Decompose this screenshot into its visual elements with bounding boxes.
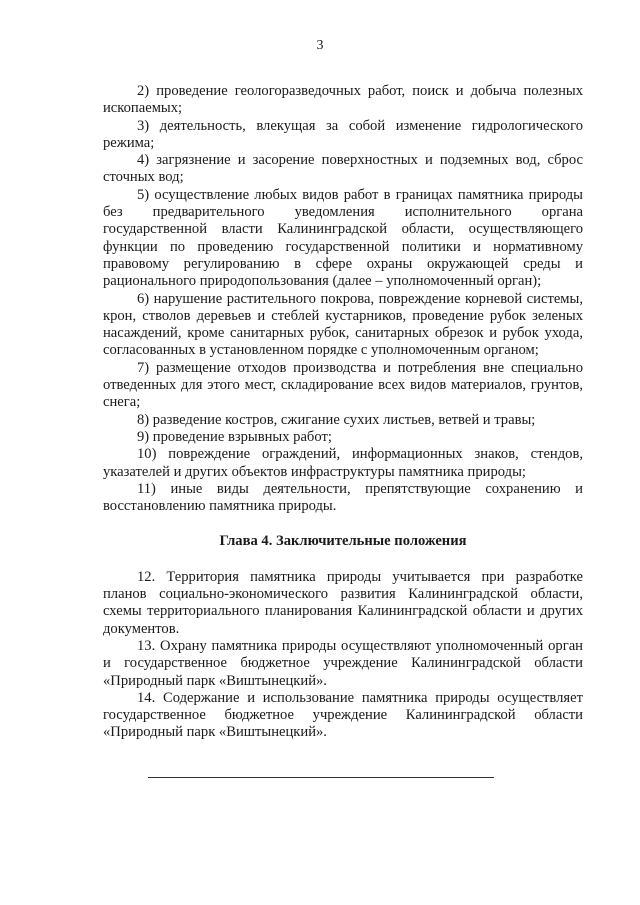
list-item-8: 8) разведение костров, сжигание сухих листьев, ветвей и травы; <box>137 411 536 428</box>
list-item-7: 7) размещение отходов производства и потребления вне специально отведенных для этого мест, складирование всех видов материалов, грунтов, снега; <box>103 359 583 411</box>
list-item-10: 10) повреждение ограждений, информационных знаков, стендов, указателей и других объектов инфраструктуры памятника природы; <box>103 446 583 480</box>
final-item-14: 14. Содержание и использование памятника природы осуществляет государственное бюджетное учреждение Калининградской области «Природный парк «Виштынецкий». <box>103 689 583 741</box>
list-item-4: 4) загрязнение и засорение поверхностных и подземных вод, сброс сточных вод; <box>103 152 583 186</box>
list-item-9: 9) проведение взрывных работ; <box>137 428 332 445</box>
list-item-11: 11) иные виды деятельности, препятствующие сохранению и восстановлению памятника природы. <box>103 480 583 515</box>
list-item-3: 3) деятельность, влекущая за собой изменение гидрологического режима; <box>103 117 583 151</box>
page-number: 3 <box>316 38 324 53</box>
document-body <box>103 83 583 742</box>
list-item-2: 2) проведение геологоразведочных работ, поиск и добыча полезных ископаемых; <box>103 83 583 117</box>
chapter-heading: Глава 4. Заключительные положения <box>219 533 467 550</box>
final-item-12: 12. Территория памятника природы учитывается при разработке планов социально-экономического развития Калининградской области, схемы территориального планирования Калининградской области и других документов. <box>103 568 583 637</box>
list-item-6: 6) нарушение растительного покрова, повреждение корневой системы, крон, стволов деревьев и стеблей кустарников, проведение рубок зеленых насаждений, кроме санитарных рубок, санитарных обрезок и рубок ухода, согласованных в установленном порядке с уполномоченным органом; <box>103 290 583 359</box>
final-item-13: 13. Охрану памятника природы осуществляют уполномоченный орган и государственное бюджетное учреждение Калининградской области «Природный парк «Виштынецкий». <box>103 637 583 689</box>
closing-rule <box>148 777 494 778</box>
list-item-5: 5) осуществление любых видов работ в границах памятника природы без предварительного уведомления исполнительного органа государственной власти Калининградской области, осуществляющего функции по проведению государственной политики и нормативному правовому регулированию в сфере охраны окружающей среды и рационального природопользования (далее – уполномоченный орган); <box>103 186 583 290</box>
